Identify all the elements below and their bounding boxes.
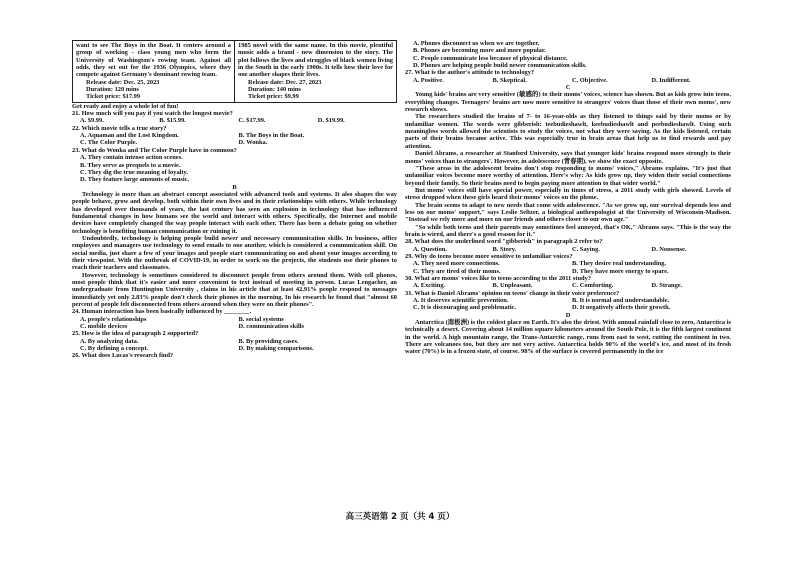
section-heading-d: D [565, 311, 571, 319]
option: C. mobile devices [80, 323, 128, 331]
options-25 [72, 338, 397, 345]
option: D. Wonka. [238, 139, 268, 147]
release-date: Release date: Dec. 27, 2023 [248, 78, 322, 86]
question-27: 27. What is the author's attitude to technology? [405, 69, 535, 77]
options-24 [72, 323, 397, 330]
page-footer: 高三英语第 2 页（共 4 页） [345, 512, 455, 522]
options-21 [72, 117, 397, 124]
passage-paragraph: Undoubtedly, technology is helping people build newer and necessary communication skills. In business, office employees and managers use technology to send emails to one another, which is considered a communication skill. On social media, just share a few of your images and people start communicating on and about your images according to their viewpoint. With the outbreak of COVID-19, in order to work on the projects, the students use their phones to reach their teachers and classmates. [72, 234, 397, 272]
duration: Duration: 140 mins [248, 86, 301, 94]
options-30 [405, 282, 731, 289]
options-22 [72, 139, 397, 146]
options-28 [405, 246, 731, 253]
option: B. The Boys in the Boat. [238, 132, 305, 140]
left-column [72, 40, 397, 360]
option: D. Strange. [651, 282, 683, 290]
question-29: 29. Why do teens become more sensitive to unfamiliar voices? [405, 252, 573, 260]
option: B. Unpleasant. [492, 282, 533, 290]
option: B. Phones are becoming more and more popular. [413, 47, 546, 55]
option: A. Exciting. [413, 282, 446, 290]
option: A. By analyzing data. [80, 337, 139, 345]
option: C. They are tired of their moms. [413, 267, 501, 275]
option: B. It is normal and understandable. [572, 297, 670, 305]
movie-box-right [235, 41, 396, 102]
passage-paragraph: "These areas in the adolescent brains don't stop responding to moms' voices," Abrams explains. "It's just that unfamiliar voices become more worthy of attention. Here's why: As kids grow up, they widen their social connections beyond their family. So their brains need to begin paying more attention to that wider world." [405, 164, 731, 187]
option: A. They need more connections. [413, 260, 500, 268]
option: B. They desire real understanding. [572, 260, 667, 268]
options-24 [72, 316, 397, 323]
option: A. It deserves scientific prevention. [413, 297, 509, 305]
option: C. $17.99. [238, 117, 266, 125]
movie-description: 1985 novel with the same name. In this movie, plentiful music adds a brand - new dimension to the story. The plot follows the lives and struggles of black women living in the South in the early 1900s. It tells how their love for one another shapes their lives. [238, 42, 393, 79]
question-25: 25. How is the idea of paragraph 2 supported? [72, 330, 199, 338]
option: C. It is discouraging and problematic. [413, 304, 517, 312]
option: B. By providing cases. [238, 337, 299, 345]
passage-paragraph: The researchers studied the brains of 7- to 16-year-olds as they listened to things said by their moms or by unfamiliar women. The words were gibberish: teebudieshawlt, keebudieshawlt and peebudieshawlt. Using such meaningless words allowed the scientists to study the voices, not what they were saying. As the kids listened, certain parts of their brains became active. This was especially true in brain areas that help us to find rewards and pay attention. [405, 113, 731, 150]
passage-paragraph: Daniel Abrams, a researcher at Stanford University, says that younger kids' brains respond more strongly to their moms' voices than to strangers'. However, in adolescence (青春期), we show the exact opposite. [405, 150, 731, 165]
option: A. Positive. [413, 76, 444, 84]
option: C. The Color Purple. [80, 139, 138, 147]
option: D. By making comparisons. [238, 345, 314, 353]
movie-description: want to see The Boys in the Boat. It centers around a group of working - class young men who form the University of Washington's rowing team. Against all odds, they set out for the 1936 Olympics, where they compete against Germany's dominant rowing team. [76, 42, 231, 79]
movie-info-box [72, 40, 397, 103]
passage-paragraph: The brain seems to adapt to new needs that come with adolescence. "As we grow up, our survival depends less and less on our moms' support," says Leslie Seltzer, a biological anthropologist at the University of Wisconsin-Madison. "Instead we rely more and more on our friends and others closer to our own age." [405, 201, 731, 224]
option: B. social systems [238, 315, 284, 323]
option: B. Skeptical. [492, 76, 527, 84]
question-23: 23. What do Wonka and The Color Purple have in common? [72, 146, 237, 154]
option: D. Nonsense. [651, 245, 687, 253]
section-heading-b: B [232, 183, 237, 191]
option: D. They have more energy to spare. [572, 267, 669, 275]
option: A. They contain intense action scenes. [80, 154, 183, 162]
option: D. It negatively affects their growth. [572, 304, 671, 312]
option: A. Question. [413, 245, 447, 253]
movie-box-left [73, 41, 235, 102]
options-25 [72, 345, 397, 352]
option: C. Comforting. [572, 282, 614, 290]
option: A. $9.99. [80, 117, 104, 125]
options-29 [405, 260, 731, 267]
question-30: 30. What are moms' voices like to teens according to the 2011 study? [405, 275, 591, 282]
option: A. Aquaman and the Lost Kingdom. [80, 132, 179, 140]
options-27 [405, 77, 731, 84]
passage-paragraph: But moms' voices still have special power, especially in times of stress, a 2011 study with girls showed. Levels of stress dropped when these girls heard their moms' voices on the phone. [405, 186, 731, 202]
option: C. They dig the true meaning of loyalty. [80, 168, 188, 176]
question-22: 22. Which movie tells a true story? [72, 124, 167, 132]
question-31: 31. What is Daniel Abrams' opinion on teens' change in their voice preference? [405, 289, 620, 297]
option: D. They feature large amounts of music. [80, 176, 190, 184]
option: C. People communicate less because of physical distance. [413, 54, 568, 62]
option: B. They serve as prequels to a movie. [80, 161, 181, 169]
passage-paragraph: However, technology is sometimes considered to disconnect people from others around them. With cell phones, most people think that it's easier and more convenient to text instead of meeting in person. Lucas Lengacher, an undergraduate from Huntington University , claims in his article that at least 42.91% people respond to messages immediately yet only 2.83% people don't check their phones in the morning. In his research he found that "almost 60 percent of people felt disconnected from others around when they were on their phones". [72, 271, 397, 309]
passage-paragraph: "So while both teens and their parents may sometimes feel annoyed, that's OK," Abrams says. "This is the way the brain is wired, and there's a good reason for it." [405, 223, 731, 238]
option: A. people's relationships [80, 315, 147, 323]
option: D. Phones are helping people build newer communication skills. [413, 62, 587, 70]
option: C. Objective. [572, 76, 608, 84]
option: D. $19.99. [317, 117, 345, 125]
ticket-price: Ticket price: $9.99 [248, 93, 299, 101]
option: D. Indifferent. [651, 76, 691, 84]
option: B. $15.99. [159, 117, 186, 125]
options-31 [405, 304, 731, 311]
duration: Duration: 120 mins [86, 86, 139, 94]
section-heading-c: C [565, 84, 571, 92]
release-date: Release date: Dec. 25, 2023 [86, 78, 160, 86]
option: D. communication skills [238, 323, 305, 331]
option: B. Story. [492, 245, 517, 253]
question-26: 26. What does Lucas's research find? [72, 352, 174, 360]
options-31 [405, 297, 731, 304]
passage-paragraph: Young kids' brains are very sensitive (敏感的) to their moms' voices, science has shown. But as kids grow into teens, everything changes. Teenagers' brains are now more sensitive to strangers' voices than those of their own moms', new research shows. [405, 91, 731, 114]
options-29 [405, 268, 731, 275]
right-column [405, 40, 731, 356]
closing-line: Get ready and enjoy a whole lot of fun! [72, 102, 179, 110]
option: A. Phones disconnect us when we are together. [413, 40, 540, 47]
question-28: 28. What does the underlined word "gibberish" in paragraph 2 refer to? [405, 238, 603, 246]
options-22 [72, 132, 397, 139]
option: C. Saying. [572, 245, 600, 253]
passage-paragraph: Technology is more than an abstract concept associated with advanced tools and systems. It also shapes the way people behave, grow and develop, both within their own lives and in their relationships with others. While technology has developed over thousands of years, the last century has seen an explosion in technology that has influenced fundamental changes in how humans see the world and interact with others. Specifically, the Internet and mobile devices have completely changed the way people interact with each other. There has been a debate going on whether technology is benefiting human communication or ruining it. [72, 190, 397, 235]
option: C. By defining a concept. [80, 345, 149, 353]
question-21: 21. How much will you pay if you watch the longest movie? [72, 110, 233, 118]
question-24: 24. Human interaction has been basically influenced by ________. [72, 308, 252, 316]
passage-paragraph: Antarctica (南极洲) is the coldest place on Earth. It's also the driest. With annual rainfall close to zero, Antarctica is technically a desert. Covering about 14 million square kilometers around the South Pole, it is the fifth largest continent in the world. A high mountain range, the Trans-Antarctic range, runs from east to west, cutting the continent in two. There are volcanoes too, but they are not very active. Antarctica holds 90% of the world's ice, and most of its fresh water (70%) is in a frozen state, of course. 98% of the surface is covered permanently in the ice [405, 319, 731, 356]
ticket-price: Ticket price: $17.99 [86, 93, 141, 101]
